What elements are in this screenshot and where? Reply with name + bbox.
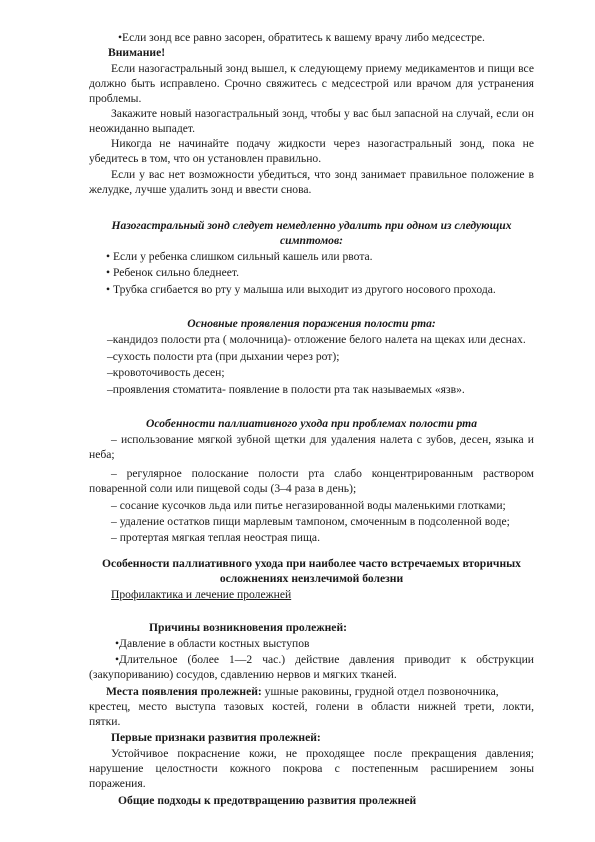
paragraph-line: Устойчивое покраснение кожи, не проходящее после прекращения давления; <box>111 747 534 760</box>
paragraph-line: Никогда не начинайте подачу жидкости через назогастральный зонд, пока не <box>111 137 534 150</box>
paragraph-line: крестец, место выступа тазовых костей, голени в области нижней трети, локти, <box>89 700 534 713</box>
list-item: –сухость полости рта (при дыхании через рот); <box>107 350 340 363</box>
list-item: – использование мягкой зубной щетки для удаления налета с зубов, десен, языка и <box>111 433 534 446</box>
section-heading-secondary: Особенности паллиативного ухода при наиболее часто встречаемых вторичных <box>102 557 521 570</box>
list-item: – сосание кусочков льда или питье негазированной воды маленькими глотками; <box>111 499 506 512</box>
paragraph-line: неожиданно выпадет. <box>89 122 195 135</box>
bullet-clogged-tube: •Если зонд все равно засорен, обратитесь к вашему врачу либо медсестре. <box>118 31 485 44</box>
paragraph-line: должно быть исправлено. Срочно свяжитесь с медсестрой или врачом для устранения <box>89 77 534 90</box>
list-item: •Длительное (более 1—2 час.) действие давления приводит к обструкции <box>115 653 534 666</box>
list-item: – регулярное полоскание полости рта слабо концентрированным раствором <box>111 467 534 480</box>
paragraph-line: Закажите новый назогастральный зонд, чтобы у вас был запасной на случай, если он <box>111 107 534 120</box>
paragraph-line: Если назогастральный зонд вышел, к следующему приему медикаментов и пищи все <box>111 62 534 75</box>
places-label: Места появления пролежней: <box>106 685 262 698</box>
list-item: –кандидоз полости рта ( молочница)- отложение белого налета на щеках или деснах. <box>107 333 526 346</box>
section-heading-oral: Основные проявления поражения полости рта: <box>187 317 436 330</box>
paragraph-line: пятки. <box>89 715 121 728</box>
warning-heading: Внимание! <box>108 46 166 59</box>
paragraph-line: поражения. <box>89 777 146 790</box>
paragraph-line: нарушение целостности кожного покрова с постепенным расширением зоны <box>89 762 534 775</box>
list-item-cont: поваренной соли или пищевой соды (3–4 раза в день); <box>89 482 357 495</box>
paragraph-line: желудке, лучше удалить зонд и ввести снова. <box>89 183 312 196</box>
paragraph-line: убедитесь в том, что он установлен правильно. <box>89 152 322 165</box>
paragraph-line: Если у вас нет возможности убедиться, что зонд занимает правильное положение в <box>111 168 534 181</box>
subheading-bedsores: Профилактика и лечение пролежней <box>111 588 292 601</box>
list-item: –проявления стоматита- появление в полости рта так называемых «язв». <box>107 383 465 396</box>
list-item: –кровоточивость десен; <box>107 366 225 379</box>
list-item: – удаление остатков пищи марлевым тампоном, смоченным в подсоленной воде; <box>111 515 510 528</box>
causes-heading: Причины возникновения пролежней: <box>149 621 347 634</box>
approaches-heading: Общие подходы к предотвращению развития пролежней <box>118 794 417 807</box>
list-item-cont: неба; <box>89 448 115 461</box>
list-item-cont: (закупориванию) сосудов, сдавлению нервов и мягких тканей. <box>89 668 397 681</box>
list-item: • Если у ребенка слишком сильный кашель или рвота. <box>106 250 373 263</box>
section-heading-palliative-oral: Особенности паллиативного ухода при проблемах полости рта <box>145 417 477 430</box>
places-text: ушные раковины, грудной отдел позвоночника, <box>261 685 499 698</box>
list-item: • Ребенок сильно бледнеет. <box>106 266 240 279</box>
section-heading-secondary-cont: осложнениях неизлечимой болезни <box>219 572 404 585</box>
list-item: • Трубка сгибается во рту у малыша или выходит из другого носового прохода. <box>106 283 496 296</box>
section-heading-removal-cont: симптомов: <box>280 234 343 247</box>
signs-heading: Первые признаки развития пролежней: <box>111 731 321 744</box>
paragraph-line: проблемы. <box>89 92 142 105</box>
list-item: •Давление в области костных выступов <box>115 637 310 650</box>
places-line <box>106 684 499 699</box>
list-item: – протертая мягкая теплая неострая пища. <box>111 531 320 544</box>
section-heading-removal: Назогастральный зонд следует немедленно удалить при одном из следующих <box>111 219 512 232</box>
